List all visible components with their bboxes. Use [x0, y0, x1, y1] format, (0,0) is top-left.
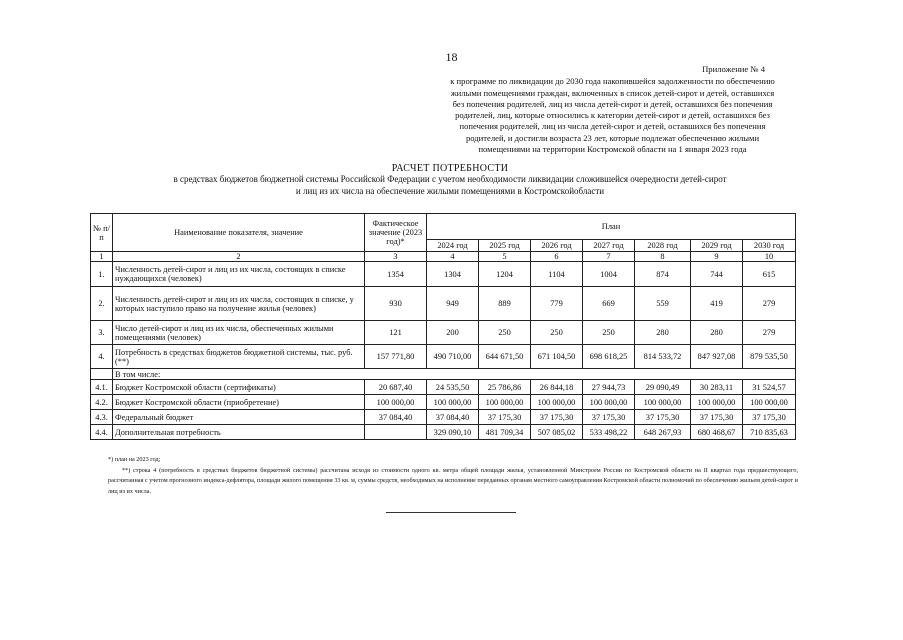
row-plan-value: 847 927,08: [691, 345, 743, 369]
table-row: [91, 410, 796, 425]
row-plan-value: 100 000,00: [479, 395, 531, 410]
table-row: [91, 345, 796, 369]
row-plan-value: 671 104,50: [531, 345, 583, 369]
row-plan-value: 559: [635, 287, 691, 321]
row-plan-value: 1104: [531, 262, 583, 287]
appendix-title: Приложение № 4: [702, 64, 765, 74]
footnote-1: *) план на 2023 год;: [108, 456, 161, 463]
row-plan-value: 30 283,11: [691, 380, 743, 395]
table-row: [91, 287, 796, 321]
header-year: 2024 год: [427, 240, 479, 252]
row-name: Бюджет Костромской области (сертификаты): [113, 380, 365, 395]
row-plan-value: 100 000,00: [743, 395, 796, 410]
row-plan-value: 533 498,22: [583, 425, 635, 440]
row-actual: 930: [365, 287, 427, 321]
row-plan-value: 644 671,50: [479, 345, 531, 369]
row-plan-value: 680 468,67: [691, 425, 743, 440]
row-plan-value: 25 786,86: [479, 380, 531, 395]
row-plan-value: 29 090,49: [635, 380, 691, 395]
column-number: 3: [365, 252, 427, 262]
appendix-block: [420, 64, 805, 155]
row-plan-value: 26 844,18: [531, 380, 583, 395]
row-plan-value: 490 710,00: [427, 345, 479, 369]
column-number: 8: [635, 252, 691, 262]
row-num: 4.1.: [91, 380, 113, 395]
header-name: Наименование показателя, значение: [113, 214, 365, 252]
row-num: 3.: [91, 321, 113, 345]
row-plan-value: 250: [583, 321, 635, 345]
appendix-line: попечения родителей, лиц из числа детей-сирот и детей, оставшихся без попечения: [459, 121, 766, 132]
row-plan-value: 280: [691, 321, 743, 345]
row-num: 1.: [91, 262, 113, 287]
closing-divider: [386, 512, 516, 513]
appendix-line: жилыми помещениями граждан, включенных в список детей-сирот и детей, оставшихся: [450, 87, 775, 98]
row-num: 4.4.: [91, 425, 113, 440]
row-num: 2.: [91, 287, 113, 321]
header-year: 2030 год: [743, 240, 796, 252]
column-number: 1: [91, 252, 113, 262]
appendix-line: родителей, и достигли возраста 23 лет, которые подлежат обеспечению жилыми: [465, 132, 760, 143]
header-year: 2029 год: [691, 240, 743, 252]
table-row: [91, 425, 796, 440]
row-plan-value: 1204: [479, 262, 531, 287]
row-plan-value: 37 175,30: [691, 410, 743, 425]
row-actual: 1354: [365, 262, 427, 287]
table-row: [91, 262, 796, 287]
row-plan-value: 100 000,00: [583, 395, 635, 410]
header-year: 2027 год: [583, 240, 635, 252]
row-plan-value: 779: [531, 287, 583, 321]
footnotes: [108, 455, 798, 497]
row-plan-value: 419: [691, 287, 743, 321]
row-plan-value: 200: [427, 321, 479, 345]
row-plan-value: 329 090,10: [427, 425, 479, 440]
footnote-2: **) строка 4 (потребность в средствах бюджетов бюджетной системы) рассчитана исходя из стоимости одного кв. метра общей площади жилья, установленной Минстроем России по Костромской области на II квартал года предшествующего, рассчитанная с учетом прогнозного индекса-дефлятора, площади жилого помещения 33 кв. м, суммы средств, необходимых на исполнение переданных органам местного самоуправления Костромской области полномочий по обеспечению жильем детей-сирот и лиц из их числа.: [108, 466, 798, 495]
row-plan-value: 37 175,30: [635, 410, 691, 425]
row-plan-value: 874: [635, 262, 691, 287]
row-plan-value: 669: [583, 287, 635, 321]
table-row: [91, 380, 796, 395]
row-name: Число детей-сирот и лиц из их числа, обеспеченных жилыми помещениями (человек): [113, 321, 365, 345]
row-plan-value: 37 084,40: [427, 410, 479, 425]
row-plan-value: 615: [743, 262, 796, 287]
subheader-label: В том числе:: [113, 369, 796, 380]
row-name: Потребность в средствах бюджетов бюджетной системы, тыс. руб. (**): [113, 345, 365, 369]
column-number: 7: [583, 252, 635, 262]
header-plan: План: [427, 214, 796, 240]
header-year: 2026 год: [531, 240, 583, 252]
row-plan-value: 949: [427, 287, 479, 321]
row-plan-value: 24 535,50: [427, 380, 479, 395]
row-actual: 121: [365, 321, 427, 345]
header-num: № п/п: [91, 214, 113, 252]
row-plan-value: 648 267,93: [635, 425, 691, 440]
column-number: 4: [427, 252, 479, 262]
needs-table: [90, 213, 796, 440]
column-number: 10: [743, 252, 796, 262]
row-actual: 20 687,40: [365, 380, 427, 395]
row-plan-value: 698 618,25: [583, 345, 635, 369]
column-number-row: [91, 252, 796, 262]
row-plan-value: 481 709,34: [479, 425, 531, 440]
row-name: Федеральный бюджет: [113, 410, 365, 425]
row-name: Численность детей-сирот и лиц из их числа, состоящих в списке нуждающихся (человек): [113, 262, 365, 287]
document-title: РАСЧЕТ ПОТРЕБНОСТИ: [391, 163, 509, 174]
row-plan-value: 100 000,00: [691, 395, 743, 410]
row-actual: 37 084,40: [365, 410, 427, 425]
row-actual: 100 000,00: [365, 395, 427, 410]
appendix-line: родителей, лиц, которые относились к категории детей-сирот и детей, оставшихся без: [455, 110, 770, 121]
column-number: 5: [479, 252, 531, 262]
page-number: 18: [445, 50, 458, 64]
row-num: 4.3.: [91, 410, 113, 425]
row-plan-value: 879 535,50: [743, 345, 796, 369]
row-plan-value: 507 085,02: [531, 425, 583, 440]
row-plan-value: 889: [479, 287, 531, 321]
row-plan-value: 1004: [583, 262, 635, 287]
appendix-line: без попечения родителей, лиц из числа детей-сирот и детей, оставшихся без попечения: [452, 98, 773, 109]
column-number: 9: [691, 252, 743, 262]
row-plan-value: 37 175,30: [479, 410, 531, 425]
row-plan-value: 279: [743, 287, 796, 321]
row-plan-value: 814 533,72: [635, 345, 691, 369]
header-year: 2025 год: [479, 240, 531, 252]
row-name: Дополнительная потребность: [113, 425, 365, 440]
column-number: 2: [113, 252, 365, 262]
column-number: 6: [531, 252, 583, 262]
row-plan-value: 250: [479, 321, 531, 345]
document-subtitle-line: и лиц из их числа на обеспечение жилыми помещениями в Костромскойобласти: [295, 185, 605, 196]
appendix-line: к программе по ликвидации до 2030 года накопившейся задолженности по обеспечению: [450, 76, 775, 87]
table-row: [91, 321, 796, 345]
row-plan-value: 31 524,57: [743, 380, 796, 395]
row-actual: [365, 425, 427, 440]
document-subtitle-line: в средствах бюджетов бюджетной системы Российской Федерации с учетом необходимости ликвидации сложившейся очередности детей-сирот: [173, 174, 727, 184]
row-num: 4.: [91, 345, 113, 369]
row-plan-value: 100 000,00: [427, 395, 479, 410]
row-plan-value: 100 000,00: [635, 395, 691, 410]
header-actual: Фактическое значение (2023 год)*: [365, 214, 427, 252]
appendix-line: помещениями на территории Костромской области на 1 января 2023 года: [478, 144, 747, 155]
row-name: Численность детей-сирот и лиц из их числа, состоящих в списке, у которых наступило право на получение жилья (человек): [113, 287, 365, 321]
row-plan-value: 279: [743, 321, 796, 345]
row-plan-value: 27 944,73: [583, 380, 635, 395]
row-num: 4.2.: [91, 395, 113, 410]
document-heading: [110, 163, 790, 197]
table-row: [91, 395, 796, 410]
row-plan-value: 250: [531, 321, 583, 345]
row-plan-value: 710 835,63: [743, 425, 796, 440]
row-plan-value: 744: [691, 262, 743, 287]
row-name: Бюджет Костромской области (приобретение): [113, 395, 365, 410]
row-plan-value: 37 175,30: [583, 410, 635, 425]
row-plan-value: 1304: [427, 262, 479, 287]
row-plan-value: 37 175,30: [743, 410, 796, 425]
header-year: 2028 год: [635, 240, 691, 252]
row-plan-value: 37 175,30: [531, 410, 583, 425]
table-subheader-row: [91, 369, 796, 380]
row-plan-value: 100 000,00: [531, 395, 583, 410]
row-plan-value: 280: [635, 321, 691, 345]
row-actual: 157 771,80: [365, 345, 427, 369]
